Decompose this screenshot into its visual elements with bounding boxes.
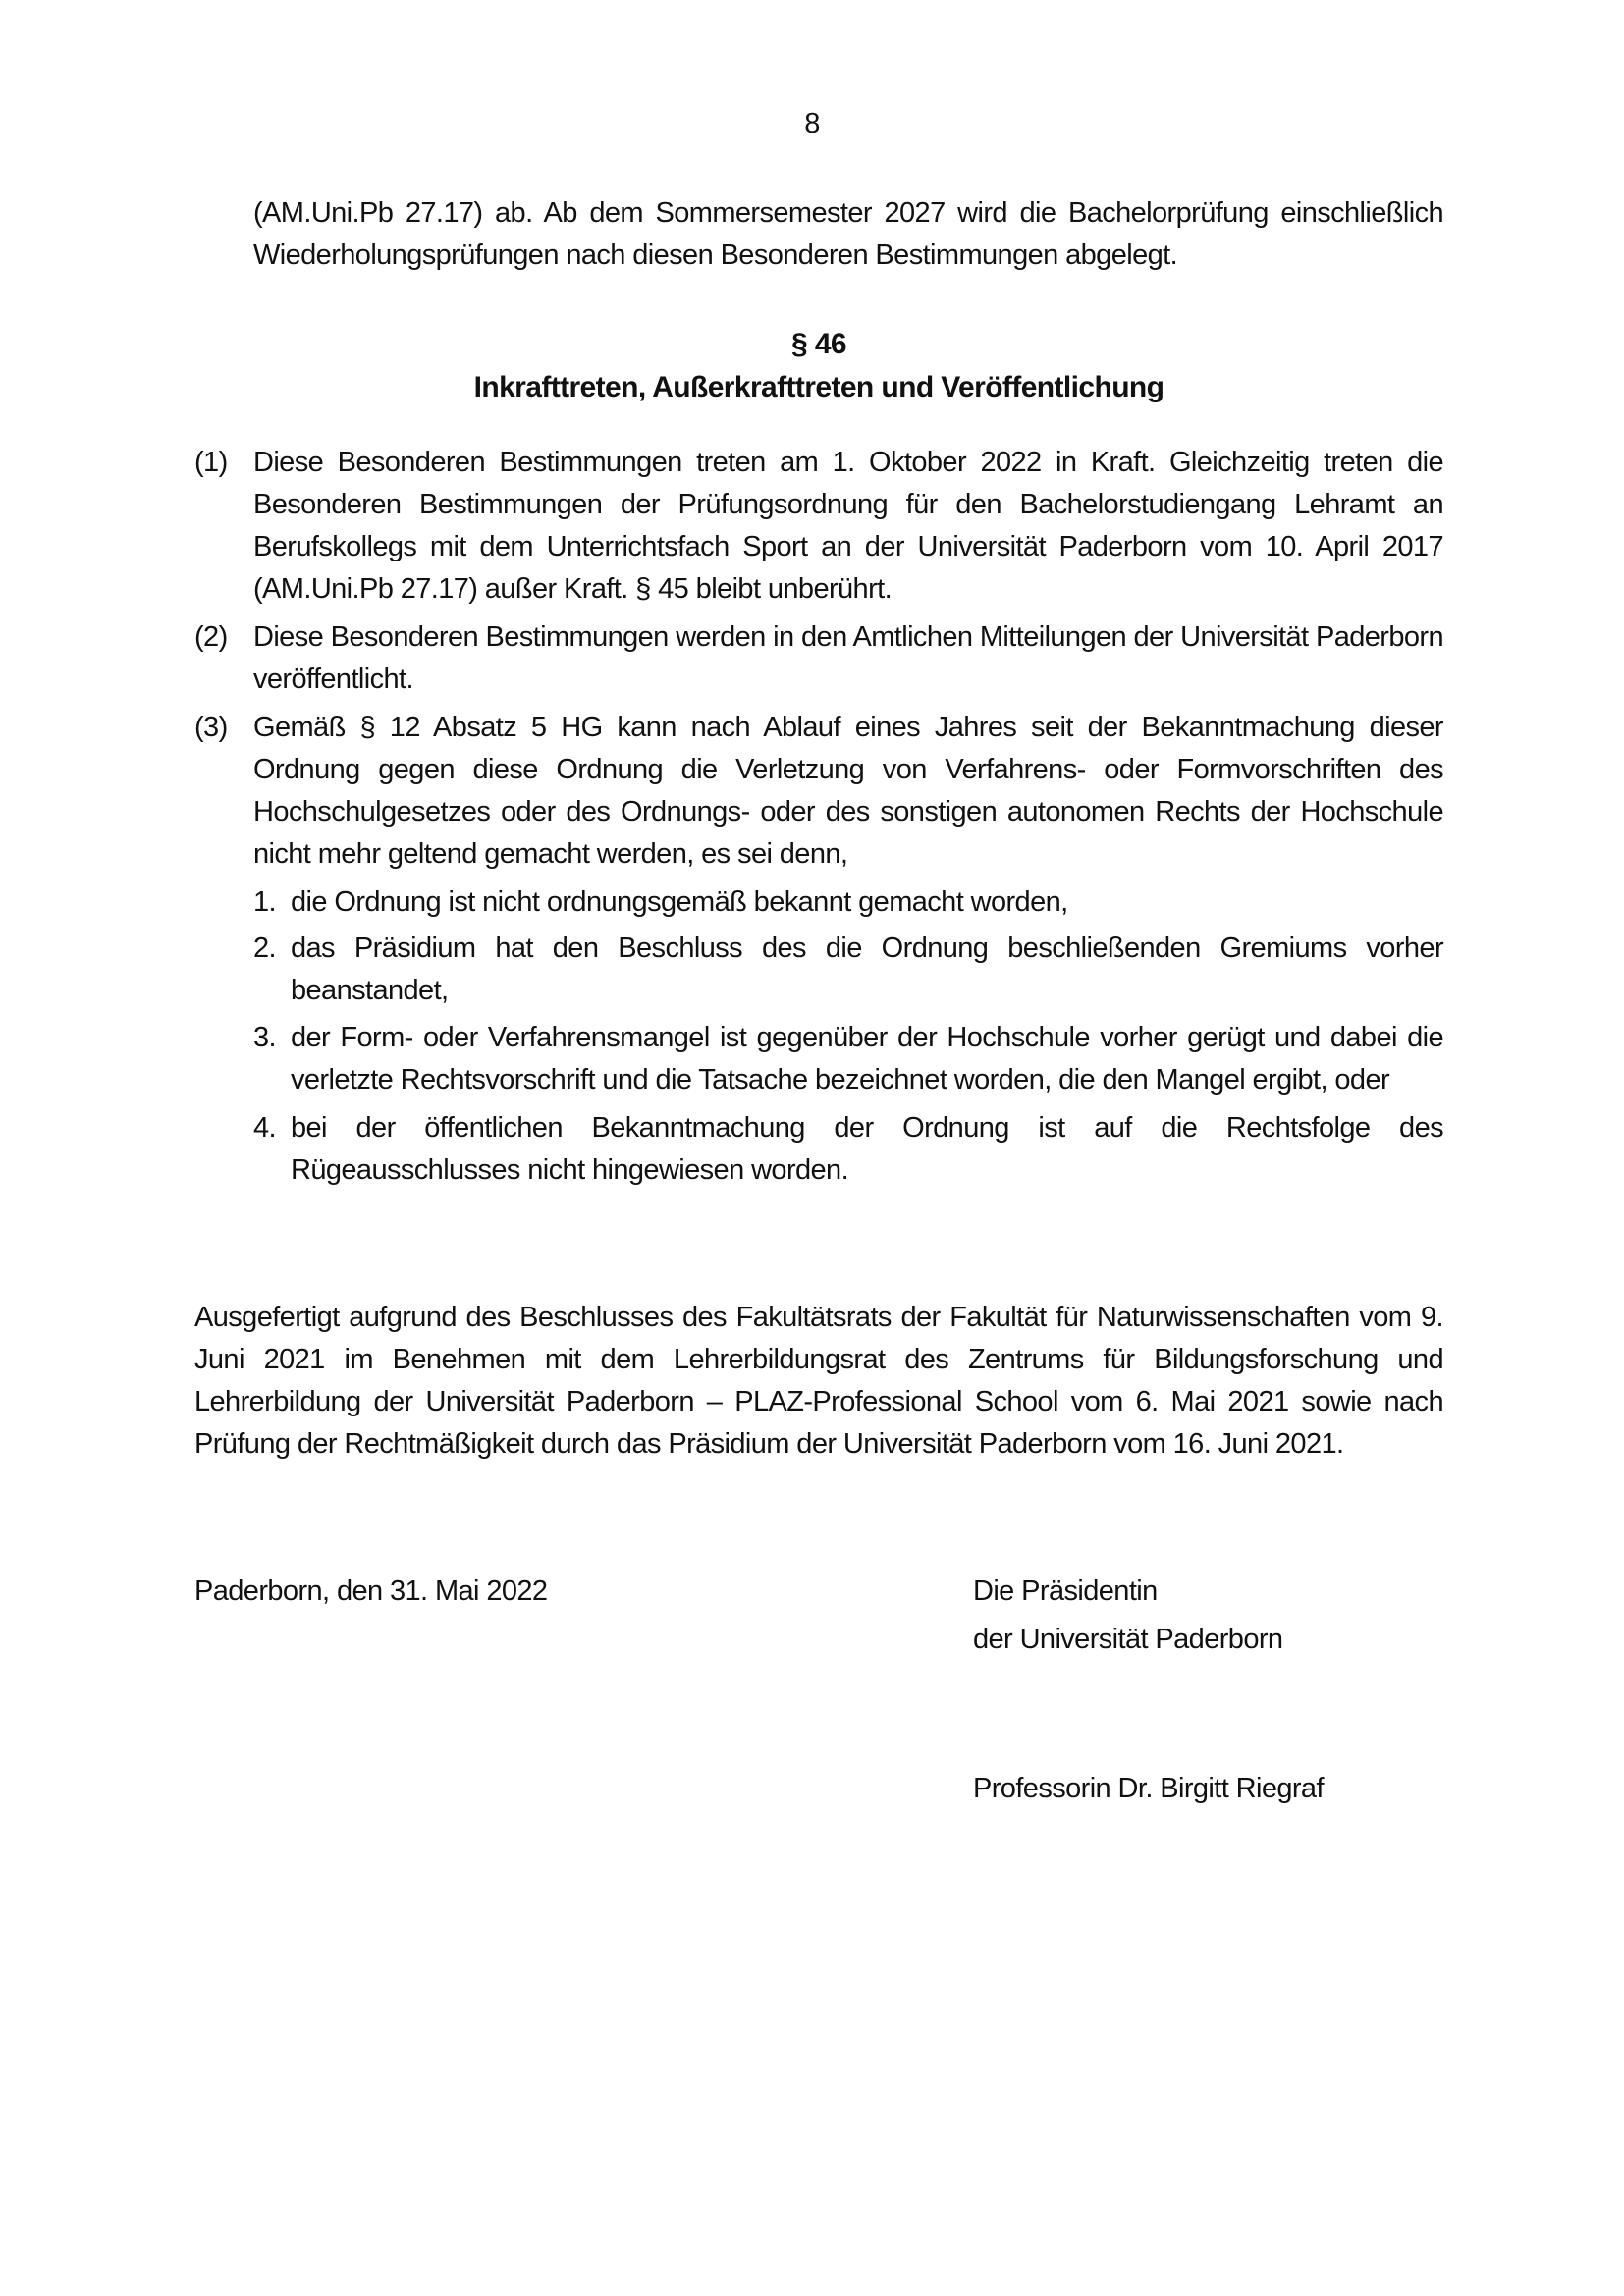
signatory-name: Professorin Dr. Birgitt Riegraf <box>973 1773 1324 1804</box>
list-item <box>253 1017 1443 1101</box>
list-item-text: bei der öffentlichen Bekanntmachung der Ordnung ist auf die Rechtsfolge des Rügeausschlusses nicht hingewiesen worden. <box>291 1112 1443 1186</box>
signatory-role: Die Präsidentin <box>973 1575 1158 1607</box>
list-item-text: der Form- oder Verfahrensmangel ist gegenüber der Hochschule vorher gerügt und dabei die verletzte Rechtsvorschrift und die Tatsache bezeichnet worden, die den Mangel ergibt, oder <box>291 1022 1443 1095</box>
list-item-label: 4. <box>253 1112 276 1144</box>
signatory-institution: der Universität Paderborn <box>973 1624 1283 1655</box>
intro-paragraph: (AM.Uni.Pb 27.17) ab. Ab dem Sommersemester 2027 wird die Bachelorprüfung einschließlich Wiederholungsprüfungen nach diesen Besonderen Bestimmungen abgelegt. <box>253 197 1443 271</box>
section-number: § 46 <box>791 328 846 360</box>
list-item <box>253 928 1443 1012</box>
item-label: (3) <box>194 712 228 743</box>
list-item-label: 2. <box>253 933 276 964</box>
list-item-label: 1. <box>253 886 276 918</box>
section-title: Inkrafttreten, Außerkrafttreten und Veröffentlichung <box>473 371 1164 403</box>
item-text: Gemäß § 12 Absatz 5 HG kann nach Ablauf eines Jahres seit der Bekanntmachung dieser Ordnung gegen diese Ordnung die Verletzung von Verfahrens- oder Formvorschriften des Hochschulgesetzes oder des Ordnungs- oder des sonstigen autonomen Rechts der Hochschule nicht mehr geltend gemacht werden, es sei denn, <box>253 712 1443 870</box>
paragraph-item <box>194 707 1443 876</box>
list-item-text: die Ordnung ist nicht ordnungsgemäß bekannt gemacht worden, <box>291 886 1068 918</box>
resolution-paragraph: Ausgefertigt aufgrund des Beschlusses des Fakultätsrats der Fakultät für Naturwissenschaften vom 9. Juni 2021 im Benehmen mit dem Lehrerbildungsrat des Zentrums für Bildungsforschung und Lehrerbildung der Universität Paderborn – PLAZ-Professional School vom 6. Mai 2021 sowie nach Prüfung der Rechtmäßigkeit durch das Präsidium der Universität Paderborn vom 16. Juni 2021. <box>194 1302 1443 1460</box>
page-number: 8 <box>804 108 820 139</box>
place-date: Paderborn, den 31. Mai 2022 <box>194 1575 548 1607</box>
list-item-label: 3. <box>253 1022 276 1053</box>
paragraph-item <box>194 616 1443 701</box>
paragraph-item <box>194 442 1443 611</box>
list-item-text: das Präsidium hat den Beschluss des die Ordnung beschließenden Gremiums vorher beanstandet, <box>291 933 1443 1006</box>
item-text: Diese Besonderen Bestimmungen treten am 1. Oktober 2022 in Kraft. Gleichzeitig treten die Besonderen Bestimmungen der Prüfungsordnung für den Bachelorstudiengang Lehramt an Berufskollegs mit dem Unterrichtsfach Sport an der Universität Paderborn vom 10. April 2017 (AM.Uni.Pb 27.17) außer Kraft. § 45 bleibt unberührt. <box>253 447 1443 605</box>
item-text: Diese Besonderen Bestimmungen werden in den Amtlichen Mitteilungen der Universität Paderborn veröffentlicht. <box>253 621 1443 695</box>
item-label: (2) <box>194 621 228 653</box>
list-item <box>253 1107 1443 1192</box>
list-item <box>253 881 1443 924</box>
item-label: (1) <box>194 447 228 478</box>
